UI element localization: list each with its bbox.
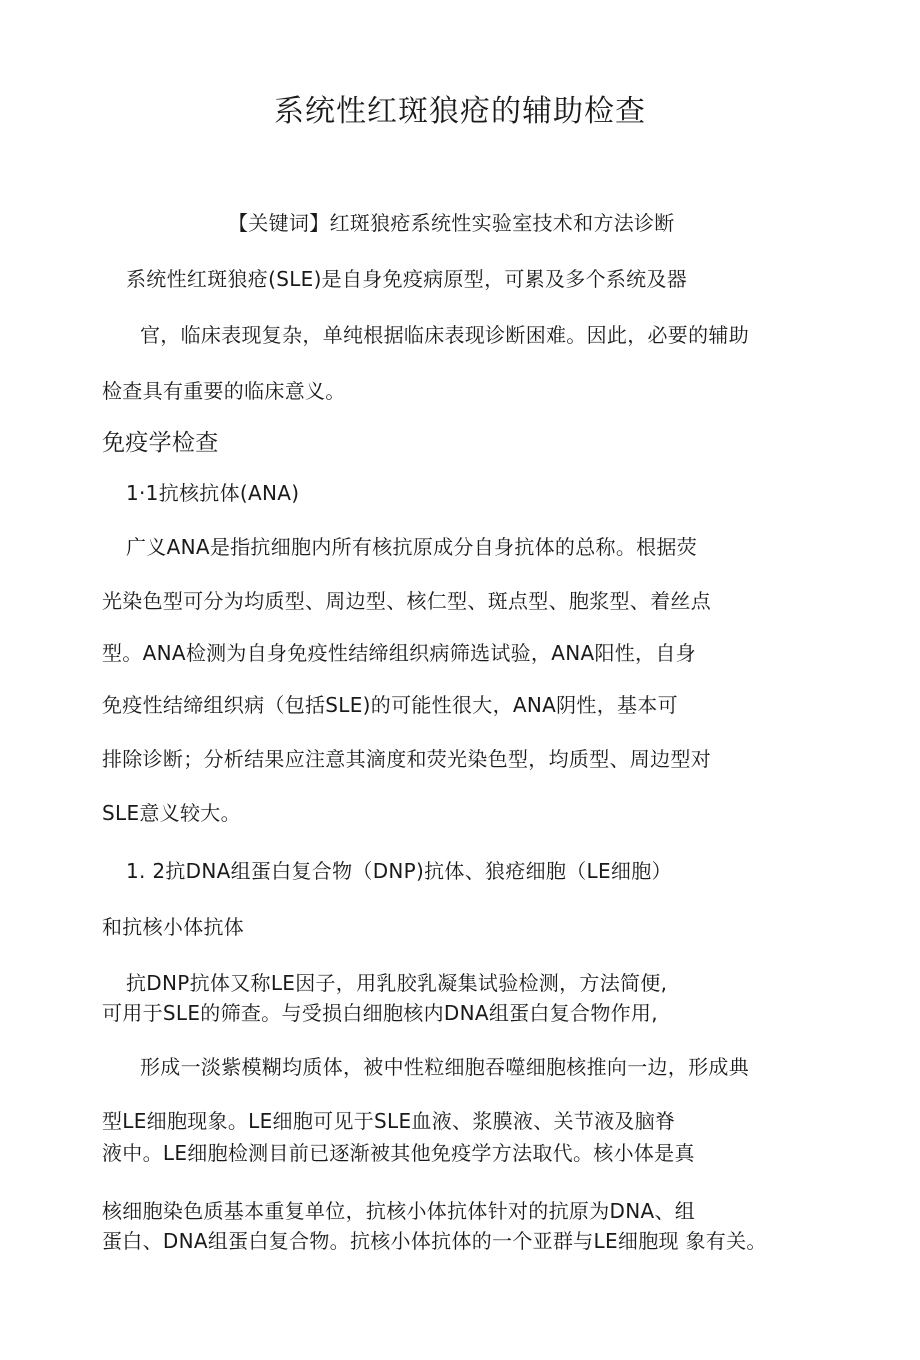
paragraph-line: 免疫性结缔组织病（包括SLE)的可能性很大，ANA阴性，基本可 bbox=[102, 693, 678, 717]
keywords-line: 【关键词】红斑狼疮系统性实验室技术和方法诊断 bbox=[228, 211, 675, 235]
section-heading: 免疫学检查 bbox=[102, 430, 219, 456]
paragraph-line: 蛋白、DNA组蛋白复合物。抗核小体抗体的一个亚群与LE细胞现 象有关。 bbox=[102, 1229, 767, 1253]
paragraph-line: 抗DNP抗体又称LE因子，用乳胶乳凝集试验检测，方法简便, bbox=[126, 971, 668, 995]
document-title: 系统性红斑狼疮的辅助检查 bbox=[274, 94, 646, 129]
paragraph-line: 可用于SLE的筛查。与受损白细胞核内DNA组蛋白复合物作用, bbox=[102, 1001, 658, 1025]
paragraph-line: 形成一淡紫模糊均质体，被中性粒细胞吞噬细胞核推向一边，形成典 bbox=[140, 1055, 749, 1079]
subsection-heading: 1. 2抗DNA组蛋白复合物（DNP)抗体、狼疮细胞（LE细胞） bbox=[126, 859, 672, 883]
paragraph-line: 核细胞染色质基本重复单位，抗核小体抗体针对的抗原为DNA、组 bbox=[102, 1199, 696, 1223]
intro-line: 检查具有重要的临床意义。 bbox=[102, 379, 346, 403]
paragraph-line: 液中。LE细胞检测目前已逐渐被其他免疫学方法取代。核小体是真 bbox=[102, 1141, 695, 1165]
intro-line: 官，临床表现复杂，单纯根据临床表现诊断困难。因此，必要的辅助 bbox=[140, 323, 749, 347]
paragraph-line: 广义ANA是指抗细胞内所有核抗原成分自身抗体的总称。根据荧 bbox=[126, 535, 698, 559]
paragraph-line: SLE意义较大。 bbox=[102, 801, 241, 825]
subsection-heading-continued: 和抗核小体抗体 bbox=[102, 915, 245, 939]
subsection-heading: 1·1抗核抗体(ANA) bbox=[126, 481, 300, 505]
paragraph-line: 型。ANA检测为自身免疫性结缔组织病筛选试验，ANA阳性，自身 bbox=[102, 641, 696, 665]
paragraph-line: 排除诊断；分析结果应注意其滴度和荧光染色型，均质型、周边型对 bbox=[102, 747, 711, 771]
paragraph-line: 型LE细胞现象。LE细胞可见于SLE血液、浆膜液、关节液及脑脊 bbox=[102, 1109, 676, 1133]
paragraph-line: 光染色型可分为均质型、周边型、核仁型、斑点型、胞浆型、着丝点 bbox=[102, 589, 711, 613]
intro-line: 系统性红斑狼疮(SLE)是自身免疫病原型，可累及多个系统及器 bbox=[126, 267, 688, 291]
